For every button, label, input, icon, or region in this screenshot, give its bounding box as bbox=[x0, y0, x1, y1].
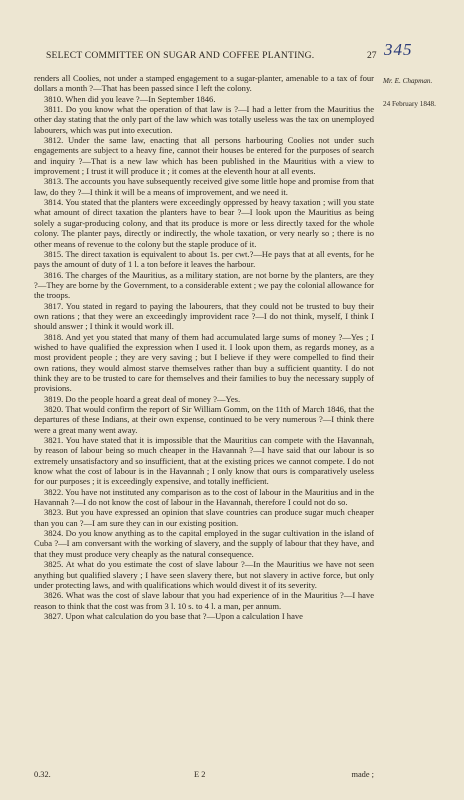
paragraph: 3827. Upon what calculation do you base that ?—Upon a calculation I have bbox=[44, 610, 303, 621]
paragraph: 3826. What was the cost of slave labour that you had experience of in the Mauritius ?—I have reason to think that the cost was from 3 l. 10 s. to 4 l. a man, per annum. bbox=[34, 590, 374, 611]
paragraph: 3814. You stated that the planters were exceedingly oppressed by heavy taxation ; will you state what amount of direct taxation the planters have to bear ?—I look upon the Mauritius as being solely a sugar-producing colony, and that its produce is more or less directly taxed for the whole colony. The planter pays, directly or indirectly, the whole taxation, or very nearly so ; there is no other means of revenue to the colony but the staple produce of it. bbox=[34, 197, 374, 249]
paragraph: 3813. The accounts you have subsequently received give some little hope and promise from that law, do they ?—I think it will be a means of improvement, and we need it. bbox=[34, 176, 374, 197]
paragraph: 3812. Under the same law, enacting that all persons harbouring Coolies not under such engagements are subject to a heavy fine, cannot their houses be entered for the purposes of search and inquiry ?—That is a new law which has been published in the Mauritius with a view to improvement ; I trust it will produce it ; it comes at the eleventh hour at all events. bbox=[34, 135, 374, 177]
paragraph: 3824. Do you know anything as to the capital employed in the sugar cultivation in the island of Cuba ?—I am conversant with the working of slavery, and the supply of labour that they have, and that they must produce very cheaply as the natural consequence. bbox=[34, 528, 374, 559]
paragraph: 3818. And yet you stated that many of them had accumulated large sums of money ?—Yes ; I wished to have qualified the expression when I used it. I look upon them, as regards money, as a most provident people ; they are very saving ; but I believe if they were compelled to find their own rations, they would almost starve themselves rather than buy a sufficient quantity. I do not think they are to be trusted to care for themselves and their families to buy the necessary supply of provisions. bbox=[34, 331, 374, 394]
paragraph: 3817. You stated in regard to paying the labourers, that they could not be trusted to buy their own rations ; that they were an exceedingly improvident race ?—I do not think, myself, I think I should answer ; I think it would work ill. bbox=[34, 300, 374, 332]
catchword: made ; bbox=[351, 770, 374, 779]
handwritten-folio-stamp: 345 bbox=[384, 40, 413, 59]
paragraph: 3823. But you have expressed an opinion that slave countries can produce sugar much cheaper than you can ?—I am sure they can in our existing position. bbox=[34, 507, 374, 528]
paragraph: 3810. When did you leave ?—In September 1846. bbox=[44, 93, 216, 104]
page-number: 27 bbox=[367, 50, 377, 61]
paragraph: 3819. Do the people hoard a great deal of money ?—Yes. bbox=[44, 393, 241, 404]
paragraph: 3825. At what do you estimate the cost of slave labour ?—In the Mauritius we have not seen anything but qualified slavery ; I have seen slavery there, but not slavery in active force, but only under protecting laws, and with qualifications which would divest it of its severity. bbox=[34, 559, 374, 590]
paragraph: renders all Coolies, not under a stamped engagement to a sugar-planter, amenable to a tax of four dollars a month ?—That has been passed since I left the colony. bbox=[34, 73, 374, 94]
paragraph: 3822. You have not instituted any comparison as to the cost of labour in the Mauritius and in the Havannah ?—I do not know the cost of labour in the Havannah, therefore I could not do so. bbox=[34, 486, 374, 508]
witness-sidenote: Mr. E. Chapman. bbox=[383, 77, 433, 85]
paragraph: 3811. Do you know what the operation of that law is ?—I had a letter from the Mauritius the other day stating that the only part of the law which was totally useless was the tax on unemployed labourers, which was put into execution. bbox=[34, 104, 374, 135]
paragraph: 3820. That would confirm the report of Sir William Gomm, on the 11th of March 1846, that the departures of these Indians, at their own expense, continued to be very numerous ?—I think there were a great many went away. bbox=[34, 404, 374, 435]
running-head-title: SELECT COMMITTEE ON SUGAR AND COFFEE PLANTING. bbox=[46, 50, 315, 61]
paragraph: 3816. The charges of the Mauritius, as a military station, are not borne by the planters, are they ?—They are borne by the Government, to a considerable extent ; we pay the colonial allowance for the troops. bbox=[34, 269, 374, 301]
sheet-mark: E 2 bbox=[194, 770, 206, 779]
printer-signature: 0.32. bbox=[34, 770, 51, 779]
testimony-body bbox=[34, 73, 374, 621]
date-sidenote: 24 February 1848. bbox=[383, 100, 436, 108]
paragraph: 3821. You have stated that it is impossible that the Mauritius can compete with the Havannah, by reason of labour being so much cheaper in the Havannah ?—I have said that our labour is so extremely unsatisfactory and so insufficient, that at the existing prices we cannot compete. I do not know what the cost of labour is in the Havannah ; I only know that ours is comparatively useless for our purposes ; it is exceedingly expensive, and totally inefficient. bbox=[34, 435, 374, 487]
paragraph: 3815. The direct taxation is equivalent to about 1s. per cwt.?—He pays that at all events, for he pays the amount of duty of 1 l. a ton before it leaves the harbour. bbox=[34, 248, 374, 270]
